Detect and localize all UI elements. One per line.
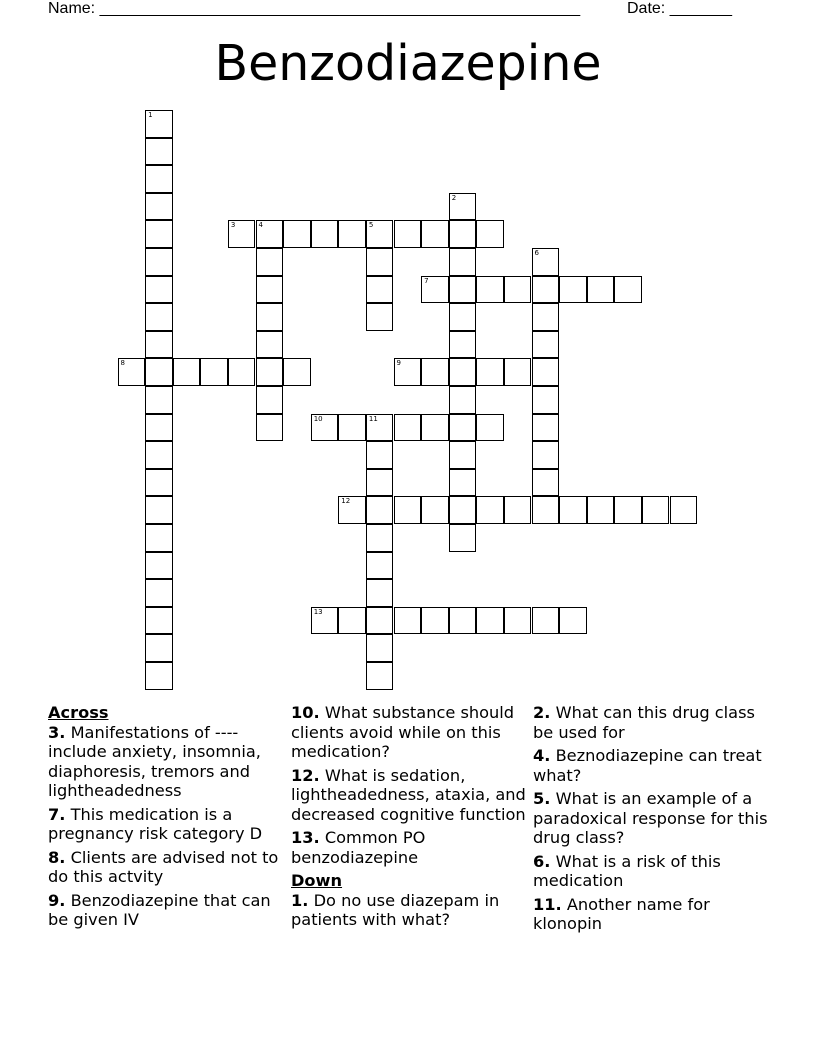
clue-text: What is sedation, lightheadedness, ataxia, and decreased cognitive function	[291, 765, 526, 824]
cell-number: 11	[368, 414, 378, 423]
grid-cell[interactable]	[256, 220, 284, 248]
grid-cell[interactable]	[587, 276, 615, 304]
grid-cell[interactable]	[145, 220, 173, 248]
grid-cell[interactable]	[256, 414, 284, 442]
grid-cell[interactable]	[449, 276, 477, 304]
clue-number: 4.	[533, 746, 551, 765]
grid-cell[interactable]	[476, 607, 504, 635]
grid-cell[interactable]	[421, 607, 449, 635]
clue-number: 1.	[291, 890, 309, 910]
cell-number: 6	[534, 249, 539, 257]
grid-cell[interactable]	[532, 496, 560, 524]
grid-cell[interactable]	[145, 441, 173, 469]
grid-cell[interactable]	[614, 496, 642, 524]
grid-cell[interactable]	[338, 414, 366, 442]
grid-cell[interactable]	[256, 303, 284, 331]
grid-cell[interactable]	[449, 193, 477, 221]
name-field-label: Name: ______________________________________________________	[48, 0, 581, 17]
clue-across-13	[291, 828, 531, 867]
grid-cell[interactable]	[449, 496, 477, 524]
clue-across-3	[48, 723, 288, 801]
clue-number: 7.	[48, 804, 66, 824]
clue-text: Do no use diazepam in patients with what?	[291, 890, 500, 929]
clue-text: What can this drug class be used for	[533, 703, 755, 742]
grid-cell[interactable]	[449, 331, 477, 359]
grid-cell[interactable]	[670, 496, 698, 524]
grid-cell[interactable]	[532, 441, 560, 469]
grid-cell[interactable]	[532, 469, 560, 497]
grid-cell[interactable]	[228, 358, 256, 386]
grid-cell[interactable]	[311, 414, 339, 442]
clue-across-7	[48, 805, 288, 844]
grid-cell[interactable]	[532, 607, 560, 635]
cell-number: 5	[368, 221, 374, 230]
grid-cell[interactable]	[256, 331, 284, 359]
grid-cell[interactable]	[118, 358, 146, 386]
grid-cell[interactable]	[145, 496, 173, 524]
grid-cell[interactable]	[228, 220, 256, 248]
cell-number: 8	[120, 359, 125, 368]
grid-cell[interactable]	[366, 469, 394, 497]
clue-text: Benzodiazepine that can be given IV	[48, 890, 271, 929]
grid-cell[interactable]	[366, 552, 394, 580]
cell-number: 4	[258, 221, 263, 230]
grid-cell[interactable]	[394, 607, 422, 635]
clue-column-1	[48, 703, 288, 934]
grid-cell[interactable]	[504, 496, 532, 524]
grid-cell[interactable]	[476, 358, 504, 386]
grid-cell[interactable]	[200, 358, 228, 386]
grid-cell[interactable]	[145, 193, 173, 221]
grid-cell[interactable]	[256, 358, 284, 386]
grid-cell[interactable]	[256, 276, 284, 304]
grid-cell[interactable]	[532, 358, 560, 386]
cell-number: 10	[313, 414, 323, 423]
grid-cell[interactable]	[366, 303, 394, 331]
clue-column-3	[533, 703, 773, 938]
grid-cell[interactable]	[145, 138, 173, 166]
grid-cell[interactable]	[421, 220, 449, 248]
grid-cell[interactable]	[532, 276, 560, 304]
grid-cell[interactable]	[145, 358, 173, 386]
grid-cell[interactable]	[145, 662, 173, 690]
grid-cell[interactable]	[283, 220, 311, 248]
grid-cell[interactable]	[504, 607, 532, 635]
grid-cell[interactable]	[311, 607, 339, 635]
grid-cell[interactable]	[532, 248, 560, 276]
grid-cell[interactable]	[559, 496, 587, 524]
cell-number: 2	[451, 193, 457, 202]
grid-cell[interactable]	[145, 552, 173, 580]
grid-cell[interactable]	[532, 303, 560, 331]
grid-cell[interactable]	[366, 607, 394, 635]
clue-column-2	[291, 703, 531, 934]
grid-cell[interactable]	[366, 524, 394, 552]
cell-number: 7	[424, 276, 429, 285]
grid-cell[interactable]	[256, 386, 284, 414]
cell-number: 13	[313, 607, 323, 616]
clue-number: 11.	[533, 894, 562, 914]
grid-cell[interactable]	[366, 441, 394, 469]
clue-down-5	[533, 789, 773, 848]
grid-cell[interactable]	[394, 496, 422, 524]
grid-cell[interactable]	[145, 469, 173, 497]
grid-cell[interactable]	[559, 276, 587, 304]
clue-text: Common PO benzodiazepine	[291, 828, 426, 867]
clue-text: What substance should clients avoid while on this medication?	[291, 703, 515, 761]
grid-cell[interactable]	[476, 414, 504, 442]
grid-cell[interactable]	[449, 386, 477, 414]
grid-cell[interactable]	[642, 496, 670, 524]
clue-text: What is an example of a paradoxical response for this drug class?	[533, 789, 768, 847]
grid-cell[interactable]	[311, 220, 339, 248]
grid-cell[interactable]	[614, 276, 642, 304]
grid-cell[interactable]	[145, 386, 173, 414]
grid-cell[interactable]	[449, 607, 477, 635]
clue-text: What is a risk of this medication	[533, 851, 721, 890]
clue-number: 2.	[533, 703, 551, 722]
grid-cell[interactable]	[559, 607, 587, 635]
grid-cell[interactable]	[145, 414, 173, 442]
clue-text: Manifestations of ---- include anxiety, insomnia, diaphoresis, tremors and lightheadedness	[48, 722, 261, 800]
grid-cell[interactable]	[476, 220, 504, 248]
clue-down-11	[533, 895, 773, 934]
grid-cell[interactable]	[449, 303, 477, 331]
clue-text: Clients are advised not to do this actvity	[48, 847, 279, 886]
grid-cell[interactable]	[283, 358, 311, 386]
clue-across-10	[291, 703, 531, 762]
grid-cell[interactable]	[504, 276, 532, 304]
grid-cell[interactable]	[449, 220, 477, 248]
across-heading: Across	[48, 703, 109, 722]
grid-cell[interactable]	[366, 248, 394, 276]
grid-cell[interactable]	[532, 414, 560, 442]
clue-number: 8.	[48, 847, 66, 867]
grid-cell[interactable]	[394, 414, 422, 442]
grid-cell[interactable]	[449, 414, 477, 442]
grid-cell[interactable]	[145, 276, 173, 304]
clue-number: 3.	[48, 722, 66, 742]
grid-cell[interactable]	[366, 634, 394, 662]
grid-cell[interactable]	[366, 414, 394, 442]
grid-cell[interactable]	[366, 496, 394, 524]
grid-cell[interactable]	[366, 579, 394, 607]
clue-number: 13.	[291, 828, 320, 847]
grid-cell[interactable]	[421, 414, 449, 442]
grid-cell[interactable]	[145, 607, 173, 635]
grid-cell[interactable]	[338, 220, 366, 248]
grid-cell[interactable]	[421, 358, 449, 386]
grid-cell[interactable]	[476, 496, 504, 524]
clue-text: Another name for klonopin	[533, 894, 710, 933]
grid-cell[interactable]	[366, 662, 394, 690]
clue-number: 12.	[291, 765, 320, 785]
grid-cell[interactable]	[145, 165, 173, 193]
clue-text: This medication is a pregnancy risk category D	[48, 804, 263, 843]
grid-cell[interactable]	[145, 110, 173, 138]
cell-number: 3	[230, 221, 236, 230]
grid-cell[interactable]	[421, 276, 449, 304]
grid-cell[interactable]	[394, 358, 422, 386]
grid-cell[interactable]	[421, 496, 449, 524]
grid-cell[interactable]	[338, 607, 366, 635]
grid-cell[interactable]	[173, 358, 201, 386]
clue-number: 6.	[533, 851, 551, 871]
clue-number: 10.	[291, 703, 320, 722]
clue-down-2	[533, 703, 773, 742]
clue-number: 5.	[533, 789, 551, 808]
grid-cell[interactable]	[532, 331, 560, 359]
grid-cell[interactable]	[476, 276, 504, 304]
grid-cell[interactable]	[256, 248, 284, 276]
clue-across-8	[48, 848, 288, 887]
grid-cell[interactable]	[366, 220, 394, 248]
grid-cell[interactable]	[145, 248, 173, 276]
cell-number: 9	[396, 359, 401, 368]
grid-cell[interactable]	[394, 220, 422, 248]
grid-cell[interactable]	[504, 358, 532, 386]
grid-cell[interactable]	[449, 469, 477, 497]
down-heading: Down	[291, 871, 343, 890]
grid-cell[interactable]	[449, 441, 477, 469]
grid-cell[interactable]	[145, 634, 173, 662]
date-field-label: Date: _______	[627, 0, 732, 17]
grid-cell[interactable]	[366, 276, 394, 304]
cell-number: 1	[148, 111, 153, 119]
grid-cell[interactable]	[145, 331, 173, 359]
grid-cell[interactable]	[145, 303, 173, 331]
clue-across-12	[291, 766, 531, 825]
grid-cell[interactable]	[587, 496, 615, 524]
page-title: Benzodiazepine	[214, 35, 602, 92]
clue-down-4	[533, 746, 773, 785]
grid-cell[interactable]	[145, 579, 173, 607]
clue-down-1	[291, 891, 531, 930]
grid-cell[interactable]	[449, 524, 477, 552]
grid-cell[interactable]	[449, 248, 477, 276]
grid-cell[interactable]	[532, 386, 560, 414]
clue-across-9	[48, 891, 288, 930]
grid-cell[interactable]	[338, 496, 366, 524]
clue-down-6	[533, 852, 773, 891]
clue-text: Beznodiazepine can treat what?	[533, 746, 762, 785]
cell-number: 12	[341, 497, 351, 506]
grid-cell[interactable]	[145, 524, 173, 552]
clue-number: 9.	[48, 890, 66, 910]
grid-cell[interactable]	[449, 358, 477, 386]
